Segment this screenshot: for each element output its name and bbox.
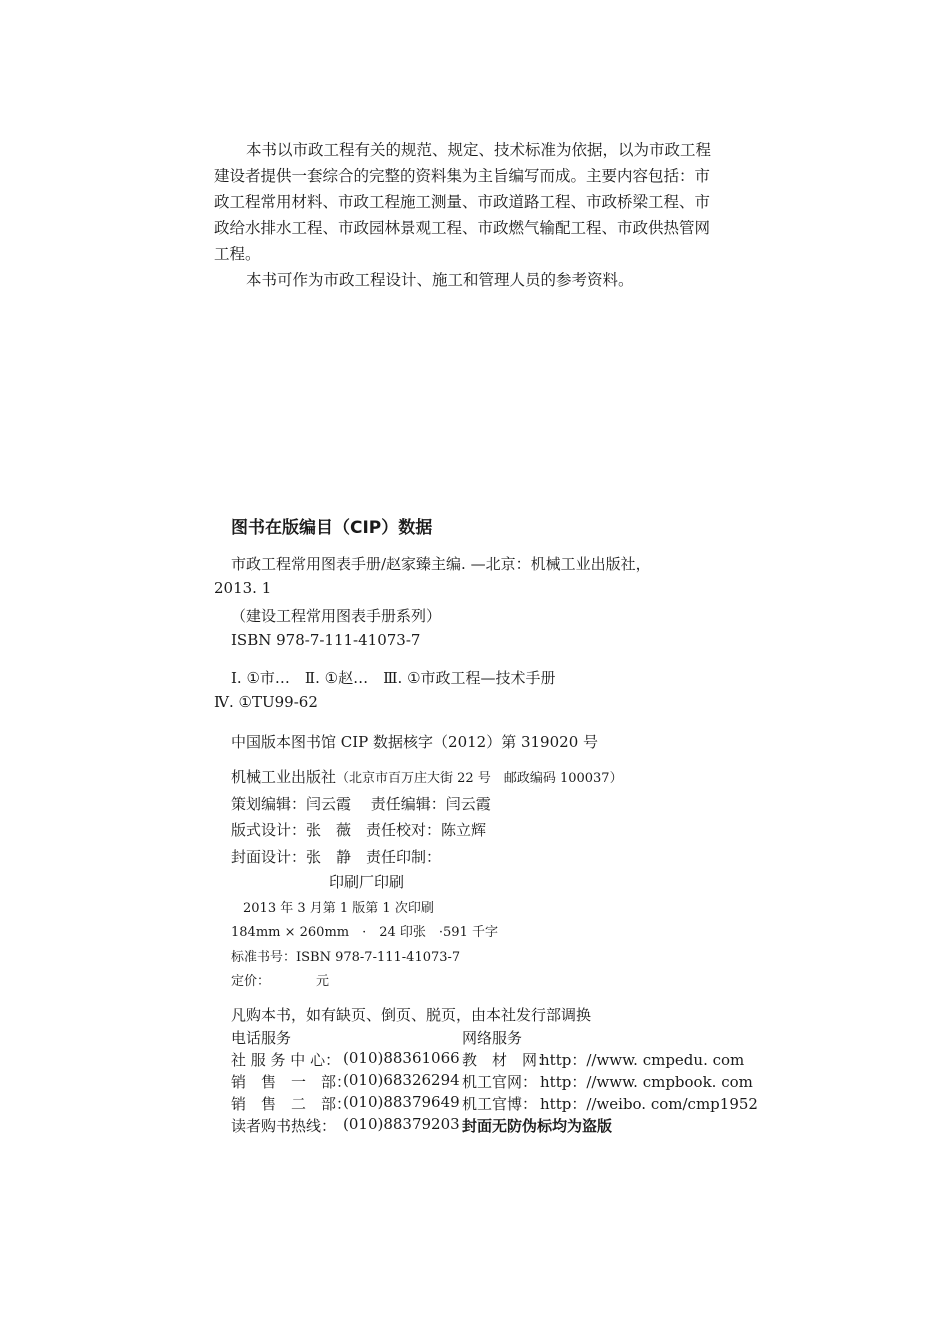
cover-line: 封面设计：张 静 责任印制：: [231, 848, 442, 866]
price-label: 定价：: [231, 974, 271, 989]
service-row-web-label: 教 材 网：: [462, 1051, 553, 1069]
publisher-name: 机械工业出版社: [231, 768, 337, 786]
service-row-phone: (010)88379203: [343, 1115, 460, 1133]
cip-series: （建设工程常用图表手册系列）: [231, 607, 442, 625]
service-row-phone: (010)88379649: [343, 1093, 460, 1111]
service-row-label: 社 服 务 中 心：: [231, 1051, 341, 1069]
intro-line-4: 政给水排水工程、市政园林景观工程、市政燃气输配工程、市政供热管网: [214, 219, 711, 237]
intro-line-5: 工程。: [214, 245, 261, 263]
cip-line-2: 2013. 1: [214, 579, 272, 597]
editor-line: 策划编辑：闫云霞 责任编辑：闫云霞: [231, 795, 491, 813]
cip-record: 中国版本图书馆 CIP 数据核字（2012）第 319020 号: [231, 733, 599, 751]
service-row-web-label: 机工官博：: [462, 1095, 538, 1113]
web-service-header: 网络服务: [462, 1029, 523, 1047]
cip-classification-1: Ⅰ. ①市… Ⅱ. ①赵… Ⅲ. ①市政工程—技术手册: [231, 669, 556, 687]
cip-line-1: 市政工程常用图表手册/赵家臻主编. —北京：机械工业出版社，: [231, 555, 651, 573]
service-row-web[interactable]: http：//weibo. com/cmp1952: [540, 1095, 758, 1113]
layout-line: 版式设计：张 薇 责任校对：陈立辉: [231, 821, 487, 839]
service-row-web[interactable]: http：//www. cmpedu. com: [540, 1051, 745, 1069]
format-line: 184mm × 260mm · 24 印张 ·591 千字: [231, 925, 498, 940]
intro-line-2: 建设者提供一套综合的完整的资料集为主旨编写而成。主要内容包括：市: [214, 167, 711, 185]
cip-classification-2: Ⅳ. ①TU99-62: [214, 693, 318, 711]
cip-isbn: ISBN 978-7-111-41073-7: [231, 631, 421, 649]
intro-line-1: 本书以市政工程有关的规范、规定、技术标准为依据，以为市政工程: [246, 141, 712, 159]
intro-paragraph-2: 本书可作为市政工程设计、施工和管理人员的参考资料。: [246, 271, 634, 289]
anti-piracy-notice: 封面无防伪标均为盗版: [462, 1117, 613, 1135]
publisher-line: [231, 766, 623, 787]
publisher-address: （北京市百万庄大街 22 号 邮政编码 100037）: [336, 771, 623, 786]
printer-line: 印刷厂印刷: [329, 873, 405, 891]
intro-line-3: 政工程常用材料、市政工程施工测量、市政道路工程、市政桥梁工程、市: [214, 193, 711, 211]
service-row-label: 销 售 一 部：: [231, 1073, 352, 1091]
standard-number: 标准书号：ISBN 978-7-111-41073-7: [231, 950, 461, 965]
exchange-notice: 凡购本书，如有缺页、倒页、脱页，由本社发行部调换: [231, 1006, 592, 1024]
service-row-phone: (010)88361066: [343, 1049, 460, 1067]
phone-service-header: 电话服务: [231, 1029, 292, 1047]
price-unit: 元: [316, 974, 330, 989]
service-row-label: 销 售 二 部：: [231, 1095, 352, 1113]
cip-title: 图书在版编目（CIP）数据: [231, 518, 433, 538]
service-row-web[interactable]: http：//www. cmpbook. com: [540, 1073, 753, 1091]
service-row-label: 读者购书热线：: [231, 1117, 337, 1135]
service-row-web-label: 机工官网：: [462, 1073, 538, 1091]
edition-line: 2013 年 3 月第 1 版第 1 次印刷: [243, 901, 434, 916]
service-row-phone: (010)68326294: [343, 1071, 460, 1089]
